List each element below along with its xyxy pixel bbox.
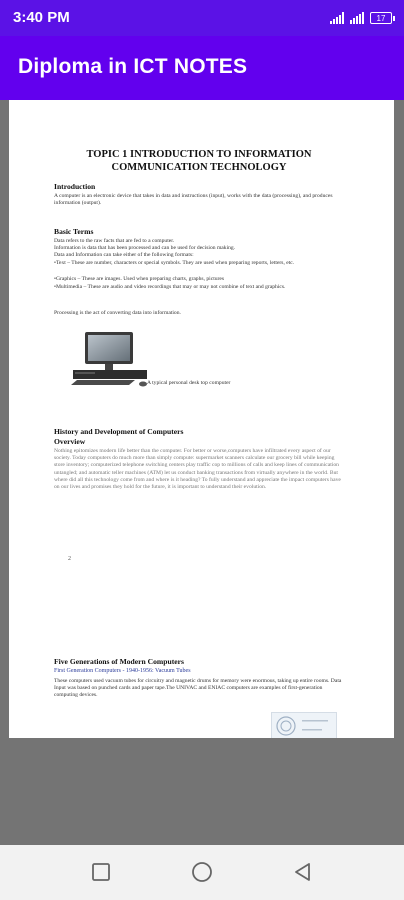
home-icon[interactable] <box>189 859 215 885</box>
battery-icon: 17 <box>370 12 392 24</box>
graphics-format-line: •Graphics – These are images. Used when preparing charts, graphs, pictures <box>54 276 225 282</box>
app-title: Diploma in ICT NOTES <box>18 55 248 78</box>
desktop-computer-image <box>69 330 159 390</box>
text-format-line: •Text – These are number, characters or special symbols. They are used when preparing reports, letters, etc. <box>54 260 295 266</box>
document-title <box>39 148 359 174</box>
thumbnail-graphic <box>272 713 336 738</box>
recent-apps-icon[interactable] <box>88 859 114 885</box>
status-bar <box>0 0 404 36</box>
page-number: 2 <box>68 556 71 562</box>
pc-caption: A typical personal desk top computer <box>147 380 231 386</box>
back-icon[interactable] <box>290 859 316 885</box>
history-heading: History and Development of Computers <box>54 427 184 436</box>
first-generation-text: These computers used vacuum tubes for circuitry and magnetic drums for memory were enormous, taking up entire rooms. Data Input was based on punched cards and paper tape.The UNIVAC and ENIAC computers are examples of first-generation computing devices. <box>54 678 342 699</box>
navigation-bar <box>0 845 404 900</box>
basic-terms-heading: Basic Terms <box>54 227 94 236</box>
overview-text: Nothing epitomizes modern life better than the computer. For better or worse,computers have infiltrated every aspect of our society. Today computers do much more than simply compute: supermarket scanners calculate our grocery bill while keeping store inventory; computerized telephone switching centers play traffic cop to millions of calls and keep lines of communication untangled; and automatic teller machines (ATM) let us conduct banking transactions from virtually anywhere in the world. But where did all this technology come from and where is it heading? To fully understand and appreciate the impact computers have on our lives and promises they hold for the future, it is important to understand their evolution. <box>54 448 341 491</box>
app-bar <box>0 36 404 100</box>
status-time: 3:40 PM <box>13 9 70 26</box>
intro-heading: Introduction <box>54 182 96 191</box>
five-generations-heading: Five Generations of Modern Computers <box>54 657 184 666</box>
multimedia-format-line: •Multimedia – These are audio and video recordings that may or may not combine of text and graphics. <box>54 284 286 290</box>
information-line: Information is data that has been processed and can be used for decision making. <box>54 245 236 251</box>
intro-text: A computer is an electronic device that takes in data and instructions (input), works with the data (processing), and produces information (output). <box>54 193 333 207</box>
data-line: Data refers to the raw facts that are fed to a computer. <box>54 238 175 244</box>
embedded-thumbnail-image <box>271 712 337 738</box>
signal-icon <box>330 12 344 24</box>
overview-heading: Overview <box>54 437 86 446</box>
signal-icon-2 <box>350 12 364 24</box>
pdf-page[interactable] <box>9 100 394 738</box>
pdf-viewer[interactable] <box>0 100 404 845</box>
first-generation-heading: First Generation Computers - 1940-1956: Vacuum Tubes <box>54 668 191 674</box>
status-icons <box>330 10 392 26</box>
document-title-line2: COMMUNICATION TECHNOLOGY <box>111 162 287 173</box>
document-title-line1: TOPIC 1 INTRODUCTION TO INFORMATION <box>86 149 312 160</box>
formats-line: Data and Information can take either of the following formats: <box>54 252 194 258</box>
processing-line: Processing is the act of converting data into information. <box>54 310 181 316</box>
